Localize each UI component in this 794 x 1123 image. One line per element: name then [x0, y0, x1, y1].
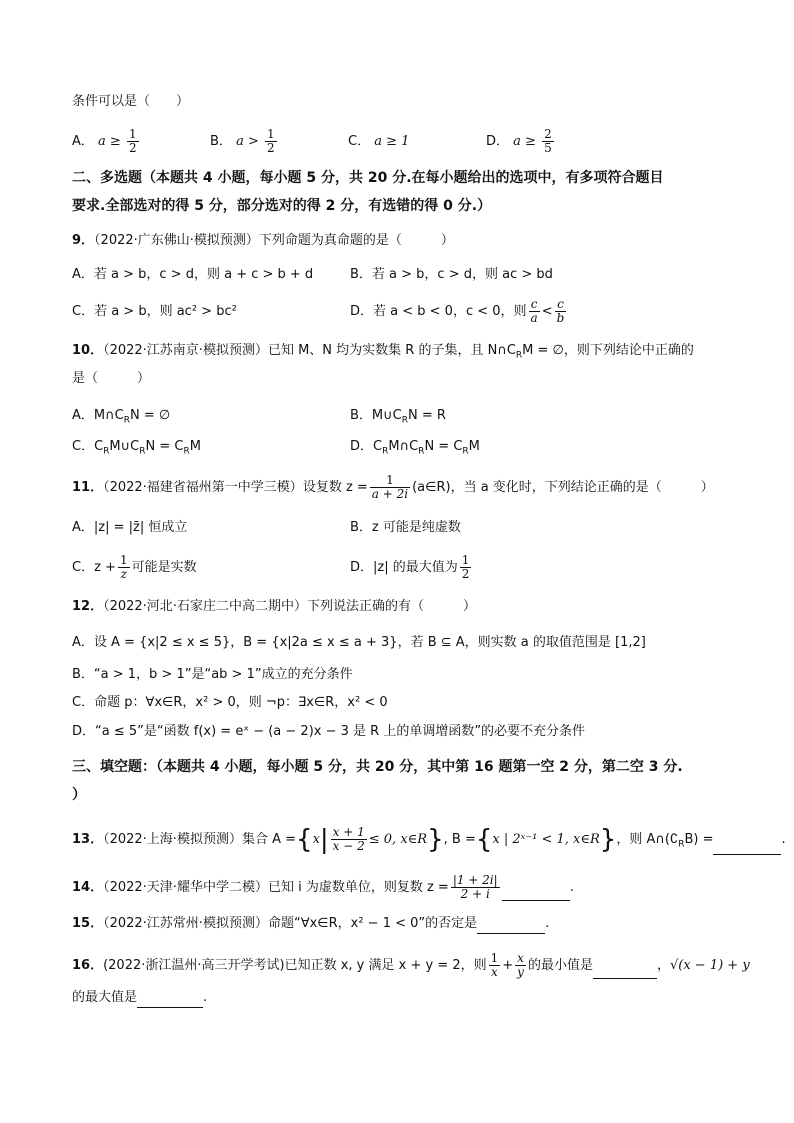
option-text: N = ∅	[129, 408, 171, 423]
punctuation: .	[569, 880, 574, 895]
q8-option-a	[72, 128, 141, 155]
answer-blank[interactable]	[593, 964, 657, 979]
q9-option-c: C．若 a > b，则 ac² > bc²	[72, 304, 237, 319]
question-text: 的最小值是	[527, 958, 593, 973]
option-expr: a ≥	[98, 134, 125, 149]
option-expr: a ≥	[513, 134, 541, 149]
denominator: a + 2i	[371, 487, 409, 501]
question-number: 14．	[72, 880, 104, 895]
option-text: M	[189, 439, 201, 454]
question-number: 15．	[72, 916, 104, 931]
q11-option-c	[72, 554, 197, 581]
question-source: （2022·上海·模拟预测）	[103, 832, 242, 847]
fraction	[515, 952, 526, 979]
q16-stem	[72, 952, 750, 979]
option-text: 可能是实数	[131, 560, 197, 575]
question-text: 的最大值是	[72, 990, 138, 1005]
q10-option-c	[72, 437, 201, 462]
question-text: M = ∅，则下列结论中正确的	[522, 343, 694, 358]
option-text: B．M∪C	[350, 408, 402, 423]
numerator: 1	[128, 127, 137, 141]
punctuation: .	[203, 990, 208, 1005]
option-label: B．	[210, 134, 232, 149]
fraction	[265, 128, 277, 155]
denominator: 2	[128, 141, 137, 155]
fraction	[451, 874, 500, 901]
fraction	[460, 554, 472, 581]
denominator: x	[491, 965, 498, 979]
punctuation: ，	[656, 958, 670, 973]
subscript: R	[382, 446, 389, 457]
q8-option-b	[210, 128, 279, 155]
set-condition: x | 2ˣ⁻¹ < 1, x∈R	[492, 832, 600, 847]
section2-heading-line1: 二、多选题（本题共 4 小题，每小题 5 分，共 20 分.在每小题给出的选项中，有多项符合题目	[72, 170, 664, 186]
q16-line2	[72, 988, 207, 1008]
bar: |	[319, 824, 329, 855]
option-label: D．	[486, 134, 510, 149]
q12-option-a: A．设 A = {x|2 ≤ x ≤ 5}，B = {x|2a ≤ x ≤ a + 3}，若 B ⊆ A，则实数 a 的取值范围是 [1,2]	[72, 635, 646, 650]
fraction	[127, 128, 139, 155]
option-text: C．z +	[72, 560, 116, 575]
question-number: 13．	[72, 832, 104, 847]
set-variable: x	[312, 832, 320, 847]
question-text: 设复数 z =	[302, 480, 368, 495]
q12-option-c: C．命题 p：∀x∈R，x² > 0，则 ¬p：∃x∈R，x² < 0	[72, 695, 388, 710]
subscript: R	[418, 446, 425, 457]
option-text: N = C	[145, 439, 184, 454]
brace-close: }	[599, 824, 617, 855]
fraction	[331, 826, 367, 853]
denominator: 2	[266, 141, 275, 155]
brace-close: }	[427, 824, 444, 855]
option-text: M∩C	[388, 439, 419, 454]
numerator: 1	[370, 474, 410, 488]
brace-open: {	[296, 824, 313, 855]
option-text: A．M∩C	[72, 408, 124, 423]
subscript: R	[401, 415, 408, 426]
denominator: 2 + i	[460, 887, 490, 901]
fraction	[370, 474, 410, 501]
punctuation: .	[545, 916, 550, 931]
numerator: 1	[266, 127, 275, 141]
question-text: 下列说法正确的有（ ）	[306, 599, 476, 614]
section3-heading-line2: ）	[72, 787, 86, 803]
q9-option-b: B．若 a > b，c > d，则 ac > bd	[350, 267, 553, 282]
numerator: c	[555, 298, 567, 312]
question-source: （2022·福建省福州第一中学三模）	[103, 480, 303, 495]
numerator: 1	[490, 951, 499, 965]
q8-option-d	[486, 128, 556, 155]
subscript: R	[515, 350, 523, 361]
numerator: c	[529, 298, 540, 312]
question-text: 已知 M、N 均为实数集 R 的子集，且 N∩C	[267, 343, 516, 358]
q12-option-d: D．“a ≤ 5”是“函数 f(x) = eˣ − (a − 2)x − 3 是 R 上的单调增函数”的必要不充分条件	[72, 724, 586, 739]
subscript: R	[678, 839, 685, 850]
numerator: x + 1	[332, 825, 365, 839]
q8-option-c	[348, 132, 409, 152]
subscript: R	[123, 415, 130, 426]
denominator: 2	[461, 567, 470, 581]
question-text: 已知 i 为虚数单位，则复数 z =	[267, 880, 449, 895]
set-condition: ≤ 0, x∈R	[368, 832, 428, 847]
fraction	[489, 952, 501, 979]
question-number: 9．	[72, 233, 95, 248]
q11-stem	[72, 474, 714, 501]
q15-stem	[72, 914, 549, 934]
operator: <	[541, 304, 553, 319]
question-source: （2022·河北·石家庄二中高二期中）	[103, 599, 307, 614]
question-number: 12．	[72, 599, 104, 614]
option-expr: a >	[236, 134, 263, 149]
fraction	[542, 128, 554, 155]
option-text: D．若 a < b < 0，c < 0，则	[350, 304, 527, 319]
q11-option-a: A．|z| = |z̄| 恒成立	[72, 520, 188, 535]
question-number: 16．	[72, 958, 104, 973]
question-source: （2022·天津·耀华中学二模）	[103, 880, 268, 895]
q14-stem	[72, 874, 574, 901]
q8-tail: 条件可以是（ ）	[72, 94, 190, 109]
q12-stem	[72, 597, 476, 617]
expression: √(x − 1) + y	[669, 958, 750, 973]
q11-option-d	[350, 554, 473, 581]
q9-option-a: A．若 a > b，c > d，则 a + c > b + d	[72, 267, 314, 282]
option-text: M	[468, 439, 480, 454]
question-text: 命题“∀x∈R，x² − 1 < 0”的否定是	[267, 916, 478, 931]
question-source: （2022·江苏南京·模拟预测）	[103, 343, 268, 358]
option-text: N = R	[408, 408, 446, 423]
q11-option-b: B．z 可能是纯虚数	[350, 520, 461, 535]
q9-stem	[72, 231, 454, 251]
subscript: R	[462, 446, 469, 457]
option-text: C．C	[72, 439, 104, 454]
question-text: B) =	[684, 832, 714, 847]
option-expr: a ≥ 1	[374, 134, 410, 149]
section2-heading-line2: 要求.全部选对的得 5 分，部分选对的得 2 分，有选错的得 0 分.）	[72, 198, 492, 214]
question-text: 已知正数 x, y 满足 x + y = 2，则	[284, 958, 487, 973]
subscript: R	[139, 446, 146, 457]
option-text: D．C	[350, 439, 383, 454]
question-text: (a∈R)，当 a 变化时，下列结论正确的是（ ）	[412, 480, 714, 495]
q10-option-d	[350, 437, 480, 462]
brace-open: {	[475, 824, 493, 855]
q9-option-d	[350, 298, 568, 325]
fraction	[555, 298, 567, 325]
punctuation: .	[781, 832, 786, 847]
numerator: x	[517, 951, 524, 965]
q10-option-b	[350, 406, 446, 431]
numerator: 1	[119, 553, 128, 567]
denominator: a	[530, 311, 538, 325]
question-source: （2022·江苏常州·模拟预测）	[103, 916, 268, 931]
q13-stem	[72, 826, 786, 855]
fraction	[118, 554, 130, 581]
option-text: M∪C	[109, 439, 140, 454]
question-text: , B =	[443, 832, 476, 847]
subscript: R	[183, 446, 190, 457]
answer-blank[interactable]	[502, 886, 570, 901]
q10-stem	[72, 341, 694, 366]
denominator: x − 2	[332, 839, 365, 853]
section3-heading-line1: 三、填空题：（本题共 4 小题，每小题 5 分，共 20 分，其中第 16 题第一空 2 分，第二空 3 分.	[72, 759, 683, 775]
numerator: 2	[544, 127, 552, 141]
question-source: (2022·浙江温州·高三开学考试)	[103, 958, 285, 973]
q10-option-a	[72, 406, 170, 431]
question-text: ，则 A∩(∁	[616, 832, 679, 847]
option-text: N = C	[424, 439, 463, 454]
option-label: C．	[348, 134, 371, 149]
denominator: z	[120, 567, 127, 581]
subscript: R	[103, 446, 110, 457]
numerator: 1	[461, 553, 470, 567]
answer-blank[interactable]	[137, 993, 203, 1008]
question-text: 集合 A =	[241, 832, 297, 847]
operator: +	[502, 958, 514, 973]
denominator: 5	[544, 141, 552, 155]
denominator: b	[556, 311, 565, 325]
option-label: A．	[72, 134, 94, 149]
question-text: 下列命题为真命题的是（ ）	[258, 233, 454, 248]
question-number: 11．	[72, 480, 104, 495]
answer-blank[interactable]	[477, 919, 545, 934]
option-text: D．|z| 的最大值为	[350, 560, 458, 575]
denominator: y	[517, 965, 524, 979]
fraction	[529, 298, 540, 325]
answer-blank[interactable]	[713, 840, 781, 855]
q12-option-b: B．“a > 1，b > 1”是“ab > 1”成立的充分条件	[72, 667, 353, 682]
q10-stem-line2: 是（ ）	[72, 371, 151, 386]
question-number: 10．	[72, 343, 104, 358]
question-source: （2022·广东佛山·模拟预测）	[94, 233, 259, 248]
numerator: |1 + 2i|	[452, 873, 498, 887]
